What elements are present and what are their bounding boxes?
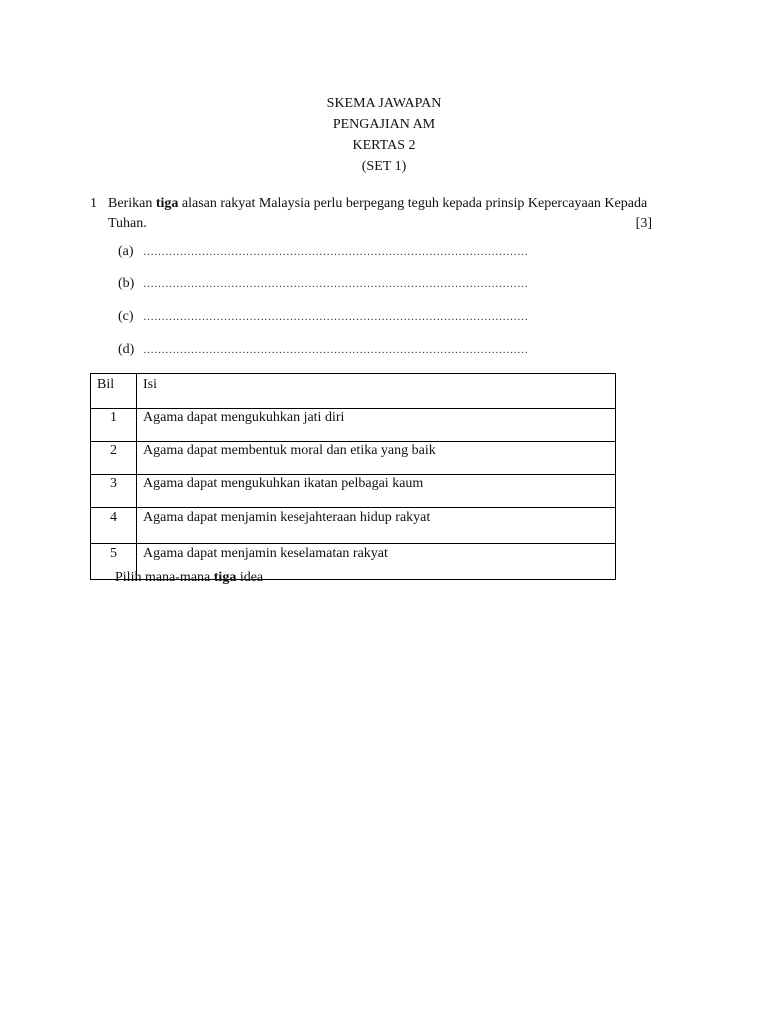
question-marks: [3]: [635, 216, 652, 231]
answer-line-d: [118, 341, 648, 359]
table-cell-bil: 4: [91, 508, 137, 544]
header-line-2: PENGAJIAN AM: [332, 117, 436, 132]
answer-line-b: [118, 275, 648, 293]
question-1: [90, 194, 652, 234]
question-text-start: Berikan: [108, 196, 156, 211]
answer-dots: ……………………………………………………………………………………………: [143, 278, 528, 290]
table-cell-bil: 1: [91, 409, 137, 442]
table-row: [91, 508, 616, 544]
table-row: [91, 475, 616, 508]
table-row: [91, 409, 616, 442]
answer-scheme-table: [90, 373, 616, 580]
answer-label: (c): [118, 309, 134, 324]
note-text-bold: tiga: [213, 570, 237, 585]
document-header: [0, 93, 768, 177]
table-cell-bil: 5: [91, 544, 137, 580]
table-cell-bil: 3: [91, 475, 137, 508]
note-text-start: Pilih mana-mana: [115, 570, 214, 585]
answer-dots: ……………………………………………………………………………………………: [143, 246, 528, 258]
header-line-1: SKEMA JAWAPAN: [326, 96, 442, 111]
question-text: [108, 194, 652, 234]
table-header-row: [91, 374, 616, 409]
answer-label: (d): [118, 342, 135, 357]
table-row: [91, 442, 616, 475]
answer-label: (a): [118, 244, 134, 259]
header-line-4: (SET 1): [361, 159, 407, 174]
instruction-note: [115, 569, 263, 587]
header-line-3: KERTAS 2: [352, 138, 416, 153]
table-header-bil: Bil: [91, 374, 137, 409]
answer-line-a: [118, 243, 648, 261]
question-text-end: alasan rakyat Malaysia perlu berpegang teguh kepada prinsip Kepercayaan Kepada Tuhan.: [108, 196, 648, 231]
table-header-isi: Isi: [137, 374, 616, 409]
answer-label: (b): [118, 276, 135, 291]
answer-dots: ……………………………………………………………………………………………: [143, 311, 528, 323]
table-cell-isi: Agama dapat membentuk moral dan etika yang baik: [137, 442, 616, 475]
table-cell-isi: Agama dapat menjamin kesejahteraan hidup rakyat: [137, 508, 616, 544]
answer-dots: ……………………………………………………………………………………………: [143, 344, 528, 356]
question-number: 1: [90, 196, 97, 211]
table-cell-isi: Agama dapat mengukuhkan jati diri: [137, 409, 616, 442]
question-text-bold: tiga: [155, 196, 179, 211]
table-cell-isi: Agama dapat mengukuhkan ikatan pelbagai kaum: [137, 475, 616, 508]
table-cell-bil: 2: [91, 442, 137, 475]
table-cell-isi: Agama dapat menjamin keselamatan rakyat: [137, 544, 616, 580]
note-text-end: idea: [236, 570, 264, 585]
answer-line-c: [118, 308, 648, 326]
